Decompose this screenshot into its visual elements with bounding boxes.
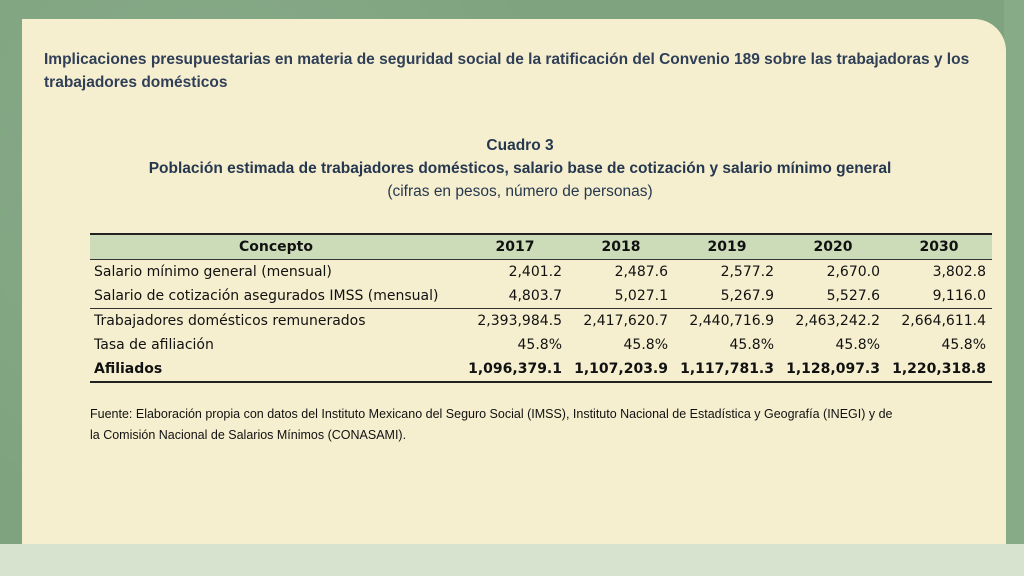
table-row-afiliados [90, 357, 992, 382]
cell-value: 3,802.8 [932, 264, 986, 280]
cell-value: 2,463,242.2 [780, 309, 886, 334]
row-label: Afiliados [90, 357, 462, 382]
cell-value: 2,393,984.5 [462, 309, 568, 334]
cell-value: 5,027.1 [614, 288, 668, 304]
header-concepto: Concepto [90, 234, 462, 260]
cell-value: 1,117,781.3 [674, 357, 780, 382]
row-label: Tasa de afiliación [94, 337, 214, 353]
table-header-row [90, 234, 992, 260]
cell-value: 45.8% [729, 337, 774, 353]
background-right-strip [1004, 0, 1024, 544]
table-caption [100, 134, 940, 203]
cell-value: 2,440,716.9 [674, 309, 780, 334]
header-2030: 2030 [886, 234, 992, 260]
cell-value: 45.8% [623, 337, 668, 353]
cell-value: 1,096,379.1 [462, 357, 568, 382]
slide-panel [22, 19, 1006, 544]
cell-value: 2,401.2 [508, 264, 562, 280]
cell-value: 2,577.2 [720, 264, 774, 280]
caption-subtitle: Población estimada de trabajadores domésticos, salario base de cotización y salario mínimo general [148, 160, 892, 177]
row-label: Trabajadores domésticos remunerados [90, 309, 462, 334]
cell-value: 5,267.9 [720, 288, 774, 304]
data-table [90, 233, 992, 383]
header-2018: 2018 [568, 234, 674, 260]
header-2019: 2019 [674, 234, 780, 260]
row-label: Salario de cotización asegurados IMSS (mensual) [94, 288, 439, 304]
cell-value: 2,417,620.7 [568, 309, 674, 334]
slide-title: Implicaciones presupuestarias en materia de seguridad social de la ratificación del Convenio 189 sobre las trabajadoras y los trabajadores domésticos [44, 51, 970, 91]
caption-label: Cuadro 3 [486, 137, 554, 154]
header-2017: 2017 [462, 234, 568, 260]
cell-value: 2,664,611.4 [886, 309, 992, 334]
table-row-tasa-afiliacion [90, 333, 992, 357]
source-line-1: Fuente: Elaboración propia con datos del Instituto Mexicano del Seguro Social (IMSS), Instituto Nacional de Estadística y Geografía (INEGI) y de [90, 407, 893, 421]
cell-value: 4,803.7 [508, 288, 562, 304]
cell-value: 5,527.6 [826, 288, 880, 304]
cell-value: 1,107,203.9 [568, 357, 674, 382]
table-row-salario-minimo [90, 260, 992, 285]
cell-value: 1,128,097.3 [780, 357, 886, 382]
header-2020: 2020 [780, 234, 886, 260]
caption-units: (cifras en pesos, número de personas) [387, 183, 653, 200]
table-row-trabajadores [90, 309, 992, 334]
cell-value: 45.8% [517, 337, 562, 353]
table-row-salario-cotizacion [90, 284, 992, 309]
source-note [90, 404, 990, 446]
cell-value: 2,670.0 [826, 264, 880, 280]
row-label: Salario mínimo general (mensual) [94, 264, 332, 280]
background-bottom-band [0, 544, 1024, 576]
cell-value: 1,220,318.8 [886, 357, 992, 382]
cell-value: 45.8% [835, 337, 880, 353]
cell-value: 2,487.6 [614, 264, 668, 280]
source-line-2: la Comisión Nacional de Salarios Mínimos (CONASAMI). [90, 428, 407, 442]
cell-value: 9,116.0 [932, 288, 986, 304]
cell-value: 45.8% [941, 337, 986, 353]
